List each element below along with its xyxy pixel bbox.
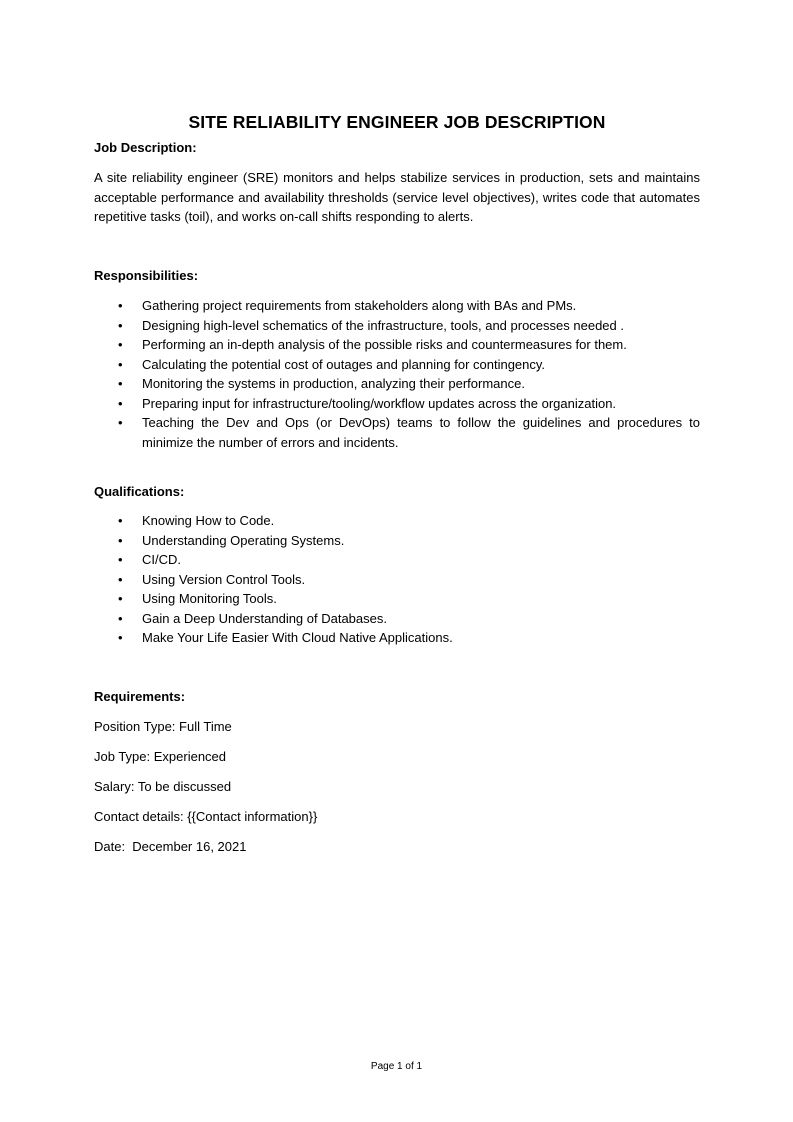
position-type: Position Type: Full Time xyxy=(94,719,232,734)
responsibility-text: Preparing input for infrastructure/tooling/workflow updates across the organization. xyxy=(142,395,617,411)
qualifications-list xyxy=(94,511,700,648)
requirements-label: Requirements: xyxy=(94,689,186,704)
list-item xyxy=(94,355,700,375)
responsibility-text: Designing high-level schematics of the infrastructure, tools, and processes needed . xyxy=(142,317,624,333)
bullet-icon: • xyxy=(118,630,123,645)
responsibility-text: Teaching the Dev and Ops (or DevOps) teams to follow the guidelines and procedures to minimize the number of errors and incidents. xyxy=(142,415,700,450)
list-item xyxy=(94,394,700,414)
list-item xyxy=(94,511,700,531)
responsibilities-list xyxy=(94,296,700,452)
list-item xyxy=(94,296,700,316)
contact-details: Contact details: {{Contact information}} xyxy=(94,809,318,824)
list-item xyxy=(94,413,700,452)
document-title: SITE RELIABILITY ENGINEER JOB DESCRIPTION xyxy=(188,112,606,132)
list-item xyxy=(94,589,700,609)
qualification-text: CI/CD. xyxy=(142,552,181,567)
job-description-text: A site reliability engineer (SRE) monitors and helps stabilize services in production, sets and maintains acceptable performance and availability thresholds (service level objectives), writes code that automates repetitive tasks (toil), and works on-call shifts responding to alerts. xyxy=(94,170,700,224)
bullet-icon: • xyxy=(118,298,123,313)
qualification-text: Using Monitoring Tools. xyxy=(142,591,277,606)
bullet-icon: • xyxy=(118,356,123,372)
bullet-icon: • xyxy=(118,337,123,352)
list-item xyxy=(94,335,700,355)
qualification-text: Knowing How to Code. xyxy=(142,513,275,528)
qualification-text: Gain a Deep Understanding of Databases. xyxy=(142,610,387,626)
qualification-text: Understanding Operating Systems. xyxy=(142,532,345,548)
bullet-icon: • xyxy=(118,395,123,411)
page-footer: Page 1 of 1 xyxy=(370,1061,423,1072)
bullet-icon: • xyxy=(118,552,123,567)
list-item xyxy=(94,550,700,570)
responsibility-text: Gathering project requirements from stakeholders along with BAs and PMs. xyxy=(142,298,577,313)
responsibilities-label: Responsibilities: xyxy=(94,268,199,283)
bullet-icon: • xyxy=(118,513,123,528)
salary: Salary: To be discussed xyxy=(94,779,232,794)
list-item xyxy=(94,316,700,336)
bullet-icon: • xyxy=(118,591,123,606)
qualification-text: Make Your Life Easier With Cloud Native Applications. xyxy=(142,630,453,645)
responsibility-text: Performing an in-depth analysis of the possible risks and countermeasures for them. xyxy=(142,337,627,352)
qualifications-label: Qualifications: xyxy=(94,484,185,499)
job-type: Job Type: Experienced xyxy=(94,749,227,764)
bullet-icon: • xyxy=(118,610,123,626)
bullet-icon: • xyxy=(118,376,123,391)
list-item xyxy=(94,609,700,629)
bullet-icon: • xyxy=(118,532,123,548)
list-item xyxy=(94,628,700,648)
qualification-text: Using Version Control Tools. xyxy=(142,571,306,587)
list-item xyxy=(94,374,700,394)
responsibility-text: Calculating the potential cost of outages and planning for contingency. xyxy=(142,356,546,372)
list-item xyxy=(94,531,700,551)
bullet-icon: • xyxy=(118,317,123,333)
list-item xyxy=(94,570,700,590)
bullet-icon: • xyxy=(118,571,123,587)
job-description-label: Job Description: xyxy=(94,140,197,155)
date: Date: December 16, 2021 xyxy=(94,839,247,854)
responsibility-text: Monitoring the systems in production, analyzing their performance. xyxy=(142,376,525,391)
bullet-icon: • xyxy=(118,415,123,430)
